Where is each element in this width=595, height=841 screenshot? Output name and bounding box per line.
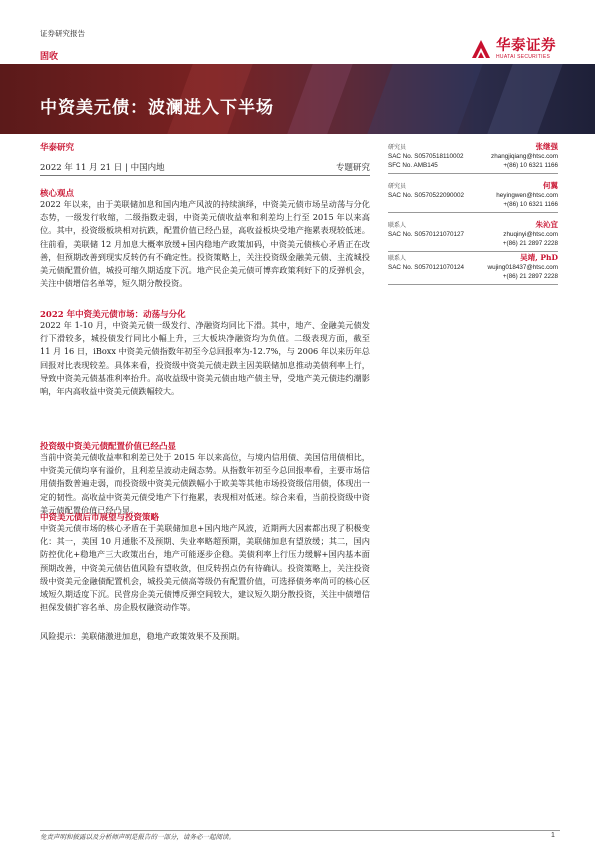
section-heading-investment-grade: 投资级中资美元债配置价值已经凸显 — [40, 442, 177, 452]
report-type: 专题研究 — [335, 163, 370, 173]
footer-divider — [40, 830, 560, 831]
brand-name-en: HUATAI SECURITIES — [496, 53, 551, 60]
logo-emblem-icon — [470, 38, 492, 60]
section-tag: 固收 — [40, 52, 59, 62]
report-category-label: 证券研究报告 — [40, 29, 85, 38]
analyst-name: 吴靖, PhD — [520, 253, 558, 262]
report-title: 中资美元债：波澜进入下半场 — [40, 98, 274, 118]
analyst-name: 朱沁宜 — [535, 220, 558, 229]
brand-logo — [470, 38, 556, 60]
section-body-market-2022: 2022 年 1-10 月，中资美元债一级发行、净融资均同比下滑。其中，地产、金融美元债发行下滑较多，城投债发行同比小幅上升，三大板块净融资均为负值。二级表现方面，截至 11 月 16 日，iBoxx 中资美元债指数年初至今总回报率为-12.7%，与 2006 年以来历年总回报对比表现较差。具体来看，投资级中资美元债走跌主因美联储加息推动美债利率上行，导致中资美元债基准利率抬升。高收益级中资美元债由地产债主导，受地产美元债违约潮影响，年内高收益中资美元债跌幅较大。 — [40, 320, 370, 397]
meta-divider — [40, 175, 370, 176]
footer-disclaimer: 免责声明和披露以及分析师声明是报告的一部分，请务必一起阅读。 — [40, 833, 235, 841]
section-heading-core-view: 核心观点 — [40, 189, 75, 199]
analyst-email[interactable]: zhangjiqiang@htsc.com — [491, 153, 558, 160]
section-heading-market-2022: 2022 年中资美元债市场：动荡与分化 — [40, 310, 186, 320]
analyst-email[interactable]: heyingwen@htsc.com — [496, 192, 558, 199]
section-body-outlook: 中资美元债市场的核心矛盾在于美联储加息+国内地产风波，近期两大因素都出现了积极变化：其一，美国 10 月通胀不及预期、失业率略超预期，美联储加息有望放缓；其二，国内防控优化+稳地产三大政策出台，地产可能逐步企稳。美债利率上行压力缓解+国内基本面预期改善，中资美元债估值风险有望收敛，但反转拐点仍有待确认。投资策略上，关注投资级中资美元金融债配置机会，城投美元债高等级仍有配置价值，可选择债务率尚可的核心区域短久期适度下沉。民营房企美元债博反弹空间较大，建议短久期分散投资，关注中债增信担保发债扩容名单、房企股权融资动作等。 — [40, 523, 370, 613]
section-heading-outlook: 中资美元债后市展望与投资策略 — [40, 513, 160, 523]
section-body-investment-grade: 当前中资美元债收益率和利差已处于 2015 年以来高位，与境内信用债、美国信用债相比，中资美元债均享有溢价，且利差呈波动走阔态势。从指数年初至今总回报率看，主要市场信用债指数普遍走弱，而投资级中资美元债跌幅小于欧美等其他市场投资级信用债，体现出一定的韧性。高收益中资美元债受地产下行拖累，表现相对低迷。综合来看，当前投资级中资美元债配置价值已经凸显。 — [40, 452, 370, 515]
research-org: 华泰研究 — [40, 143, 75, 153]
page-number: 1 — [551, 832, 555, 839]
report-date-region: 2022 年 11 月 21 日 | 中国内地 — [40, 163, 165, 173]
analyst-email[interactable]: wujing018437@htsc.com — [487, 264, 558, 271]
section-body-core-view: 2022 年以来，由于美联储加息和国内地产风波的持续演绎，中资美元债市场呈动荡与分化态势，一级发行收缩，二级指数走弱，中资美元债收益率和利差均上行至 2015 年以来高位。其中，投资级板块相对抗跌，配置价值已经凸显，高收益板块受地产拖累表现较低迷。往前看，美联储 12 月加息大概率放缓+国内稳地产政策加码，中资美元债核心矛盾正在改善，但预期改善到现实反转仍有不确定性。投资策略上，关注投资级金融美元债、主流城投美元债配置价值，城投可缩久期适度下沉。地产民企美元债可博弈政策利好下的反弹机会，关注中债增信名单等，短久期分散投资。 — [40, 199, 370, 289]
analyst-name: 张继强 — [535, 142, 558, 151]
analyst-email[interactable]: zhuqinyi@htsc.com — [503, 231, 558, 238]
risk-warning: 风险提示：美联储激进加息，稳地产政策效果不及预期。 — [40, 631, 245, 641]
brand-name-cn: 华泰证券 — [496, 37, 556, 54]
analyst-name: 何翼 — [543, 181, 558, 190]
